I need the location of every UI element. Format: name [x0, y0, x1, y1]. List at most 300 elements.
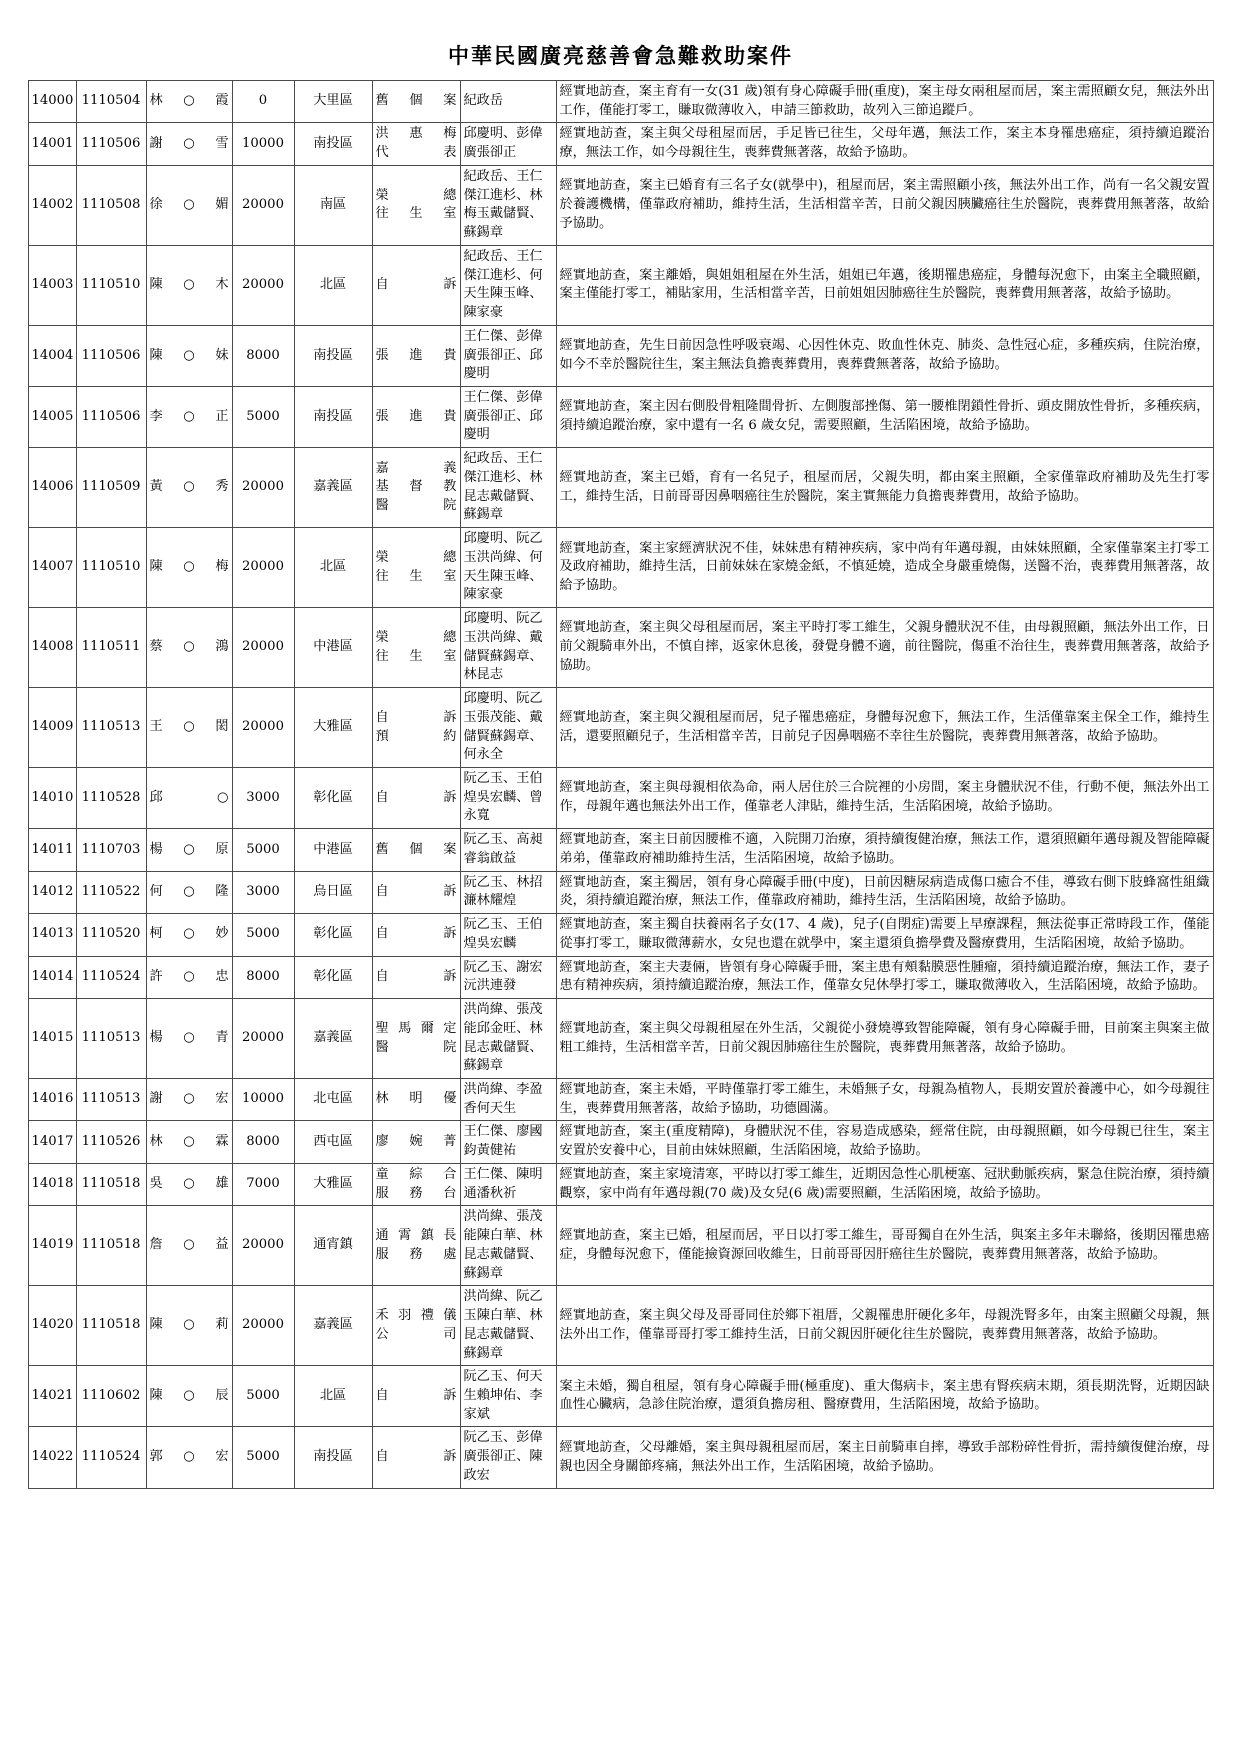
cell-staff-line: 何天生 [476, 1100, 517, 1116]
cell-name-line: 邱 ○ [149, 789, 229, 805]
cell-area: 嘉義區 [294, 1286, 372, 1366]
cell-staff-line: 王仁傑、彭偉廣 [463, 328, 543, 363]
table-row [28, 1366, 1213, 1427]
cell-name-line: 楊 ○ 原 [149, 841, 229, 857]
cell-staff [460, 245, 556, 325]
cell-amount: 8000 [232, 325, 294, 386]
cell-amount: 5000 [232, 387, 294, 448]
cell-staff-line: 吳宏麟 [476, 935, 517, 951]
cell-staff-line: 阮乙玉、王伯煌 [463, 917, 543, 951]
cell-staff-line: 戴儲賢、蘇錫章 [463, 1246, 543, 1281]
cell-staff [460, 829, 556, 871]
cell-staff-line: 張卻正、陳政宏 [463, 1449, 543, 1483]
table-row [28, 1206, 1213, 1286]
cell-area: 烏日區 [294, 871, 372, 913]
table-row [28, 1121, 1213, 1163]
cell-staff [460, 1427, 556, 1488]
cell-area: 嘉義區 [294, 999, 372, 1079]
cell-date: 1110508 [76, 165, 146, 245]
cell-desc: 經實地訪查，案主與母親相依為命，兩人居住於三合院裡的小房間，案主身體狀況不佳，行動不便，無法外出工作，母親年邁也無法外出工作，僅靠老人津貼，維持生活，生活陷困境，故給予協助。 [556, 767, 1213, 828]
cell-amount: 5000 [232, 1427, 294, 1488]
cell-source [372, 528, 460, 608]
cell-name [146, 245, 232, 325]
cell-amount: 10000 [232, 123, 294, 165]
cell-desc: 經實地訪查，先生日前因急性呼吸衰竭、心因性休克、敗血性休克、肺炎、急性冠心症，多種疾病，住院治療，如今不幸於醫院往生，案主無法負擔喪葬費用，喪葬費無著落，故給予協助。 [556, 325, 1213, 386]
cell-desc: 經實地訪查，案主已婚育有三名子女(就學中)，租屋而居，案主需照顧小孩，無法外出工作，尚有一名父親安置於養護機構，僅靠政府補助，維持生活，生活相當辛苦，日前父親因胰臟癌往生於醫院，喪葬費用無著落，故給予協助。 [556, 165, 1213, 245]
cell-source [372, 1206, 460, 1286]
cell-source [372, 123, 460, 165]
cell-date: 1110513 [76, 999, 146, 1079]
cell-staff-line: 林耀煌 [476, 893, 517, 909]
cell-amount: 5000 [232, 829, 294, 871]
cell-amount: 3000 [232, 871, 294, 913]
table-row [28, 829, 1213, 871]
cell-source-line: 自 訴 [375, 968, 457, 984]
cell-staff-line: 洪連發 [476, 978, 517, 994]
cell-id: 14017 [28, 1121, 76, 1163]
cell-source [372, 767, 460, 828]
table-row [28, 1163, 1213, 1205]
cell-name-line: 許 ○ 忠 [149, 968, 229, 984]
cell-source-line: 自 訴 [375, 709, 457, 725]
cell-date: 1110513 [76, 1078, 146, 1120]
table-row [28, 528, 1213, 608]
cell-staff-line: 邱慶明、阮乙玉 [463, 531, 543, 565]
cell-staff-line: 江進杉、何天生 [463, 267, 543, 302]
cell-date: 1110526 [76, 1121, 146, 1163]
cell-source [372, 1121, 460, 1163]
cell-desc: 經實地訪查，案主因右側股骨粗隆間骨折、左側腹部挫傷、第一腰椎閉鎖性骨折、頭皮開放性骨折，多種疾病，須持續追蹤治療，家中還有一名 6 歲女兒，需要照顧，生活陷困境，故給予協助。 [556, 387, 1213, 448]
cell-amount: 20000 [232, 528, 294, 608]
cell-amount: 7000 [232, 1163, 294, 1205]
cell-staff-line: 阮乙玉、何天生 [463, 1369, 543, 1403]
cell-source-line: 自 訴 [375, 1449, 457, 1465]
cell-id: 14009 [28, 688, 76, 768]
case-table-body [28, 81, 1213, 1489]
table-row [28, 914, 1213, 956]
cell-id: 14003 [28, 245, 76, 325]
cell-staff-line: 蘇錫章、何永全 [463, 728, 543, 763]
cell-desc: 經實地訪查，案主與父母租屋而居，手足皆已往生，父母年邁，無法工作，案主本身罹患癌症，須持續追蹤治療，無法工作，如今母親往生，喪葬費無著落，故給予協助。 [556, 123, 1213, 165]
cell-date: 1110510 [76, 528, 146, 608]
cell-source [372, 245, 460, 325]
cell-desc: 經實地訪查，案主獨居，領有身心障礙手冊(中度)，日前因糖尿病造成傷口癒合不佳，導致右側下肢蜂窩性組織炎，須持續追蹤治療，無法工作，僅靠政府補助，維持生活，生活陷困境，故給予協助。 [556, 871, 1213, 913]
cell-amount: 5000 [232, 1366, 294, 1427]
cell-id: 14020 [28, 1286, 76, 1366]
cell-name [146, 608, 232, 688]
cell-staff-line: 紀政岳、王仁傑 [463, 451, 543, 485]
cell-source-line: 通 霄 鎮 長 [375, 1228, 457, 1244]
table-row [28, 325, 1213, 386]
cell-staff [460, 387, 556, 448]
cell-id: 14012 [28, 871, 76, 913]
cell-staff [460, 767, 556, 828]
table-row [28, 123, 1213, 165]
cell-name [146, 528, 232, 608]
cell-source-line: 聖 馬 爾 定 [375, 1020, 457, 1036]
cell-source [372, 1286, 460, 1366]
cell-amount: 8000 [232, 1121, 294, 1163]
cell-source-line: 童 綜 合 [375, 1166, 457, 1182]
cell-area: 大雅區 [294, 688, 372, 768]
cell-source-line: 基 督 教 [375, 479, 457, 495]
cell-staff-line: 阮乙玉、高昶睿 [463, 832, 543, 866]
cell-staff-line: 蘇錫章、林昆志 [463, 648, 543, 683]
cell-name [146, 325, 232, 386]
cell-name-line: 徐 ○ 媚 [149, 197, 229, 213]
table-row [28, 165, 1213, 245]
cell-source [372, 1427, 460, 1488]
cell-area: 中港區 [294, 608, 372, 688]
cell-amount: 20000 [232, 608, 294, 688]
cell-source-line: 自 訴 [375, 789, 457, 805]
cell-staff [460, 1366, 556, 1427]
cell-desc: 經實地訪查，案主家經濟狀況不佳，妹妹患有精神疾病，家中尚有年邁母親，由妹妹照顧，全家僅靠案主打零工及政府補助，維持生活，日前妹妹在家燒金紙，不慎延燒，造成全身嚴重燒傷，送醫不治，喪葬費用無著落，故給予協助。 [556, 528, 1213, 608]
cell-id: 14001 [28, 123, 76, 165]
table-row [28, 1078, 1213, 1120]
cell-source [372, 829, 460, 871]
cell-id: 14002 [28, 165, 76, 245]
cell-name-line: 陳 ○ 梅 [149, 559, 229, 575]
cell-staff-line: 洪尚緯、李盈香 [463, 1081, 543, 1116]
cell-staff-line: 阮乙玉、王伯煌 [463, 770, 543, 805]
cell-area: 彰化區 [294, 914, 372, 956]
cell-date: 1110506 [76, 387, 146, 448]
cell-staff [460, 1206, 556, 1286]
cell-id: 14011 [28, 829, 76, 871]
cell-staff-line: 洪尚緯、戴儲賢 [463, 629, 543, 664]
cell-date: 1110518 [76, 1206, 146, 1286]
cell-source-line: 舊 個 案 [375, 841, 457, 857]
cell-staff-line: 戴儲賢、蘇錫章 [463, 1326, 543, 1361]
cell-date: 1110504 [76, 81, 146, 123]
cell-staff-line: 張卻正、邱慶明 [463, 347, 543, 382]
cell-area: 彰化區 [294, 956, 372, 998]
cell-source-line: 自 訴 [375, 926, 457, 942]
table-row [28, 956, 1213, 998]
cell-staff-line: 王仁傑、廖國鈞 [463, 1124, 543, 1159]
cell-staff-line: 戴儲賢、蘇錫章 [463, 488, 543, 523]
cell-staff-line: 張卻正、邱慶明 [463, 408, 543, 443]
cell-staff-line: 陳玉峰、陳家豪 [463, 286, 543, 321]
table-row [28, 999, 1213, 1079]
table-row [28, 871, 1213, 913]
cell-desc: 經實地訪查，案主育有一女(31 歲)領有身心障礙手冊(重度)，案主母女兩租屋而居，案主需照顧女兒，無法外出工作，僅能打零工，賺取微薄收入，申請三節救助，故列入三節追蹤戶。 [556, 81, 1213, 123]
cell-name-line: 林 ○ 霞 [149, 93, 229, 109]
table-row [28, 81, 1213, 123]
cell-source-line: 服 務 處 [375, 1246, 457, 1262]
cell-amount: 8000 [232, 956, 294, 998]
cell-source-line: 榮 總 [375, 187, 457, 203]
cell-source-line: 張 進 貴 [375, 408, 457, 424]
cell-source [372, 999, 460, 1079]
cell-source [372, 165, 460, 245]
cell-date: 1110518 [76, 1286, 146, 1366]
cell-name-line: 陳 ○ 木 [149, 276, 229, 292]
cell-desc: 經實地訪查，父母離婚，案主與母親租屋而居，案主日前騎車自摔，導致手部粉碎性骨折，需持續復健治療，母親也因全身關節疼痛，無法外出工作，生活陷困境，故給予協助。 [556, 1427, 1213, 1488]
cell-name [146, 871, 232, 913]
case-table [28, 80, 1214, 1489]
cell-amount: 20000 [232, 245, 294, 325]
cell-staff-line: 戴儲賢、蘇錫章 [463, 206, 543, 241]
cell-source-line: 醫 院 [375, 498, 457, 514]
cell-staff-line: 陳玉峰、陳家豪 [463, 568, 543, 603]
cell-source-line: 醫 院 [375, 1039, 457, 1055]
cell-amount: 0 [232, 81, 294, 123]
cell-desc: 經實地訪查，案主與父親租屋而居，兒子罹患癌症，身體每況愈下，無法工作，生活僅靠案主保全工作，維持生活，還要照顧兒子，生活相當辛苦，日前兒子因鼻咽癌不幸往生於醫院，喪葬費用無著落，故給予協助。 [556, 688, 1213, 768]
cell-source-line: 廖 婉 菁 [375, 1133, 457, 1149]
cell-source-line: 代 表 [375, 145, 457, 161]
cell-source [372, 956, 460, 998]
table-row [28, 448, 1213, 528]
cell-source [372, 448, 460, 528]
cell-staff [460, 1286, 556, 1366]
cell-name-line: 陳 ○ 妹 [149, 347, 229, 363]
table-row [28, 688, 1213, 768]
cell-desc: 案主未婚，獨自租屋，領有身心障礙手冊(極重度)、重大傷病卡，案主患有腎疾病末期，須長期洗腎，近期因缺血性心臟病，急診住院治療，還須負擔房租、醫療費用，生活陷困境，故給予協助。 [556, 1366, 1213, 1427]
cell-id: 14013 [28, 914, 76, 956]
cell-name [146, 914, 232, 956]
cell-name [146, 165, 232, 245]
table-row [28, 245, 1213, 325]
cell-staff-line: 陳白華、林昆志 [463, 1308, 543, 1342]
cell-id: 14022 [28, 1427, 76, 1488]
cell-amount: 10000 [232, 1078, 294, 1120]
page-title: 中華民國廣亮慈善會急難救助案件 [448, 43, 793, 68]
cell-source [372, 688, 460, 768]
cell-staff-line: 江進杉、林梅玉 [463, 187, 543, 222]
cell-name [146, 1366, 232, 1427]
cell-name-line: 林 ○ 霖 [149, 1133, 229, 1149]
cell-name [146, 767, 232, 828]
cell-area: 彰化區 [294, 767, 372, 828]
cell-name-line: 何 ○ 隆 [149, 884, 229, 899]
cell-staff-line: 黃健祐 [476, 1143, 517, 1159]
cell-source-line: 往 生 室 [375, 648, 457, 664]
cell-area: 南區 [294, 165, 372, 245]
cell-source-line: 往 生 室 [375, 568, 457, 584]
cell-date: 1110703 [76, 829, 146, 871]
table-row [28, 387, 1213, 448]
cell-name [146, 387, 232, 448]
cell-desc: 經實地訪查，案主與父母租屋而居，案主平時打零工維生，父親身體狀況不佳，由母親照顧，無法外出工作，日前父親騎車外出，不慎自摔，返家休息後，發覺身體不適，前往醫院，傷重不治往生，喪葬費用無著落，故給予協助。 [556, 608, 1213, 688]
cell-source [372, 1078, 460, 1120]
cell-area: 南投區 [294, 123, 372, 165]
cell-source [372, 608, 460, 688]
cell-desc: 經實地訪查，案主夫妻倆，皆領有身心障礙手冊，案主患有頰黏膜惡性腫瘤，須持續追蹤治療，無法工作，妻子患有精神疾病，須持續追蹤治療，無法工作，僅靠女兒休學打零工，賺取微薄收入，生活陷困境，故給予協助。 [556, 956, 1213, 998]
cell-source [372, 387, 460, 448]
cell-staff-line: 王仁傑、陳明通 [463, 1166, 543, 1201]
table-row [28, 608, 1213, 688]
cell-name-line: 郭 ○ 宏 [149, 1449, 229, 1465]
cell-name-line: 詹 ○ 益 [149, 1237, 229, 1253]
cell-staff [460, 1121, 556, 1163]
cell-source [372, 81, 460, 123]
cell-amount: 20000 [232, 688, 294, 768]
cell-staff-line: 紀政岳、王仁傑 [463, 248, 543, 283]
cell-area: 嘉義區 [294, 448, 372, 528]
cell-staff-line: 洪尚緯、阮乙玉 [463, 1289, 543, 1324]
cell-desc: 經實地訪查，案主獨自扶養兩名子女(17、4 歲)，兒子(自閉症)需要上早療課程，無法從事正常時段工作，僅能從事打零工，賺取微薄薪水，女兒也還在就學中，案主還須負擔學費及醫療費用，生活陷困境，故給予協助。 [556, 914, 1213, 956]
cell-area: 南投區 [294, 1427, 372, 1488]
cell-id: 14015 [28, 999, 76, 1079]
cell-name [146, 123, 232, 165]
cell-staff-line: 邱慶明、阮乙玉 [463, 691, 543, 725]
cell-amount: 20000 [232, 165, 294, 245]
cell-staff [460, 914, 556, 956]
cell-source [372, 914, 460, 956]
cell-staff-line: 王仁傑、彭偉廣 [463, 390, 543, 424]
cell-staff-line: 潘秋祈 [476, 1185, 517, 1201]
cell-staff-line: 江進杉、林昆志 [463, 469, 543, 504]
table-row [28, 1286, 1213, 1366]
cell-name [146, 1078, 232, 1120]
cell-date: 1110524 [76, 956, 146, 998]
cell-staff-line: 洪尚緯、何天生 [463, 549, 543, 584]
cell-name-line: 陳 ○ 辰 [149, 1388, 229, 1403]
cell-amount: 20000 [232, 1286, 294, 1366]
cell-area: 大雅區 [294, 1163, 372, 1205]
cell-date: 1110506 [76, 123, 146, 165]
cell-desc: 經實地訪查，案主已婚，育有一名兒子，租屋而居，父親失明，都由案主照顧，全家僅靠政府補助及先生打零工，維持生活，日前哥哥因鼻咽癌往生於醫院，案主實無能力負擔喪葬費用，故給予協助。 [556, 448, 1213, 528]
cell-id: 14016 [28, 1078, 76, 1120]
cell-source-line: 服 務 台 [375, 1185, 457, 1201]
cell-area: 北區 [294, 245, 372, 325]
cell-name-line: 謝 ○ 宏 [149, 1091, 229, 1107]
cell-staff-line: 吳宏麟、曾永寬 [463, 789, 543, 824]
cell-staff-line: 張茂能、戴儲賢 [463, 709, 543, 744]
cell-date: 1110522 [76, 871, 146, 913]
cell-amount: 20000 [232, 1206, 294, 1286]
cell-area: 中港區 [294, 829, 372, 871]
cell-staff-line: 阮乙玉、彭偉廣 [463, 1430, 543, 1465]
cell-source-line: 自 訴 [375, 276, 457, 292]
cell-id: 14018 [28, 1163, 76, 1205]
cell-name-line: 李 ○ 正 [149, 408, 229, 424]
cell-id: 14005 [28, 387, 76, 448]
cell-amount: 3000 [232, 767, 294, 828]
cell-desc: 經實地訪查，案主日前因腰椎不適，入院開刀治療，須持續復健治療，無法工作，還須照顧年邁母親及智能障礙弟弟，僅靠政府補助維持生活，生活陷困境，故給予協助。 [556, 829, 1213, 871]
cell-staff-line: 邱慶明、彭偉廣 [463, 126, 543, 161]
cell-desc: 經實地訪查，案主家境清寒，平時以打零工維生，近期因急性心肌梗塞、冠狀動脈疾病，緊急住院治療，須持續觀察，家中尚有年邁母親(70 歲)及女兒(6 歲)需要照顧，生活陷困境，故給予協助。 [556, 1163, 1213, 1205]
table-row [28, 1427, 1213, 1488]
cell-id: 14019 [28, 1206, 76, 1286]
cell-source-line: 公 司 [375, 1326, 457, 1342]
cell-name [146, 829, 232, 871]
cell-source-line: 預 約 [375, 728, 457, 744]
cell-name-line: 楊 ○ 青 [149, 1030, 229, 1046]
cell-desc: 經實地訪查，案主與父母及哥哥同住於鄉下祖厝，父親罹患肝硬化多年，母親洗腎多年，由案主照顧父母親，無法外出工作，僅靠哥哥打零工維持生活，日前父親因肝硬化往生於醫院，喪葬費用無著落，故給予協助。 [556, 1286, 1213, 1366]
cell-staff [460, 448, 556, 528]
cell-staff-line: 洪尚緯、張茂能 [463, 1209, 543, 1244]
cell-staff-line: 洪尚緯、張茂能 [463, 1002, 543, 1036]
cell-name-line: 王 ○ 閎 [149, 719, 229, 735]
cell-name [146, 688, 232, 768]
cell-id: 14021 [28, 1366, 76, 1427]
cell-date: 1110511 [76, 608, 146, 688]
cell-source-line: 禾 羽 禮 儀 [375, 1308, 457, 1324]
cell-staff-line: 陳白華、林昆志 [463, 1228, 543, 1262]
cell-source-line: 張 進 貴 [375, 347, 457, 363]
cell-id: 14006 [28, 448, 76, 528]
cell-desc: 經實地訪查，案主與父母親租屋在外生活，父親從小發燒導致智能障礙，領有身心障礙手冊，目前案主與案主做粗工維持，生活相當辛苦，日前父親因肺癌往生於醫院，喪葬費用無著落，故給予協助。 [556, 999, 1213, 1079]
cell-staff-line: 賴坤佑、李家斌 [463, 1388, 543, 1422]
cell-name [146, 999, 232, 1079]
cell-name [146, 1286, 232, 1366]
cell-staff-line: 紀政岳 [463, 93, 504, 109]
cell-source-line: 嘉 義 [375, 460, 457, 476]
cell-staff [460, 165, 556, 245]
cell-area: 北區 [294, 528, 372, 608]
cell-name-line: 柯 ○ 妙 [149, 926, 229, 942]
cell-date: 1110518 [76, 1163, 146, 1205]
cell-name-line: 吳 ○ 雄 [149, 1176, 229, 1192]
cell-name-line: 蔡 ○ 鴻 [149, 639, 229, 655]
cell-area: 西屯區 [294, 1121, 372, 1163]
cell-name [146, 1427, 232, 1488]
cell-staff-line: 張卻正 [476, 145, 517, 161]
cell-date: 1110524 [76, 1427, 146, 1488]
cell-id: 14007 [28, 528, 76, 608]
cell-desc: 經實地訪查，案主(重度精障)，身體狀況不佳，容易造成感染，經常住院，由母親照顧，如今母親已往生，案主安置於安養中心，目前由妹妹照顧，生活陷困境，故給予協助。 [556, 1121, 1213, 1163]
cell-amount: 20000 [232, 448, 294, 528]
cell-id: 14004 [28, 325, 76, 386]
cell-staff [460, 608, 556, 688]
cell-desc: 經實地訪查，案主已婚，租屋而居，平日以打零工維生，哥哥獨自在外生活，與案主多年未聯絡，後期因罹患癌症，身體每況愈下，僅能撿資源回收維生，日前哥哥因肝癌往生於醫院，喪葬費用無著落，故給予協助。 [556, 1206, 1213, 1286]
cell-id: 14014 [28, 956, 76, 998]
cell-source [372, 871, 460, 913]
cell-staff-line: 翁啟益 [476, 850, 517, 866]
cell-source-line: 自 訴 [375, 1388, 457, 1403]
cell-name [146, 81, 232, 123]
cell-name [146, 448, 232, 528]
cell-amount: 5000 [232, 914, 294, 956]
cell-date: 1110602 [76, 1366, 146, 1427]
cell-source-line: 林 明 優 [375, 1091, 457, 1107]
cell-staff [460, 956, 556, 998]
cell-id: 14000 [28, 81, 76, 123]
cell-name-line: 黃 ○ 秀 [149, 479, 229, 495]
cell-date: 1110510 [76, 245, 146, 325]
cell-staff [460, 325, 556, 386]
cell-area: 南投區 [294, 325, 372, 386]
cell-desc: 經實地訪查，案主離婚，與姐姐租屋在外生活，姐姐已年邁，後期罹患癌症，身體每況愈下，由案主全職照顧，案主僅能打零工，補貼家用，生活相當辛苦，日前姐姐因肺癌往生於醫院，喪葬費用無著落，故給予協助。 [556, 245, 1213, 325]
cell-staff [460, 123, 556, 165]
cell-source-line: 洪 惠 梅 [375, 126, 457, 142]
cell-staff-line: 阮乙玉、謝宏沅 [463, 959, 543, 994]
cell-staff [460, 688, 556, 768]
cell-source-line: 舊 個 案 [375, 93, 457, 109]
cell-id: 14008 [28, 608, 76, 688]
cell-staff [460, 871, 556, 913]
cell-date: 1110520 [76, 914, 146, 956]
cell-staff [460, 81, 556, 123]
cell-name-line: 陳 ○ 莉 [149, 1317, 229, 1333]
cell-source [372, 1366, 460, 1427]
cell-area: 南投區 [294, 387, 372, 448]
cell-staff-line: 紀政岳、王仁傑 [463, 168, 543, 203]
cell-desc: 經實地訪查，案主未婚，平時僅靠打零工維生，未婚無子女，母親為植物人，長期安置於養護中心，如今母親往生，喪葬費用無著落，故給予協助，功德圓滿。 [556, 1078, 1213, 1120]
table-row [28, 767, 1213, 828]
cell-id: 14010 [28, 767, 76, 828]
cell-staff-line: 邱金旺、林昆志 [463, 1020, 543, 1055]
cell-staff [460, 1163, 556, 1205]
cell-staff-line: 阮乙玉、林招濂 [463, 874, 543, 909]
cell-staff [460, 528, 556, 608]
cell-source [372, 1163, 460, 1205]
cell-area: 通宵鎮 [294, 1206, 372, 1286]
cell-area: 北區 [294, 1366, 372, 1427]
